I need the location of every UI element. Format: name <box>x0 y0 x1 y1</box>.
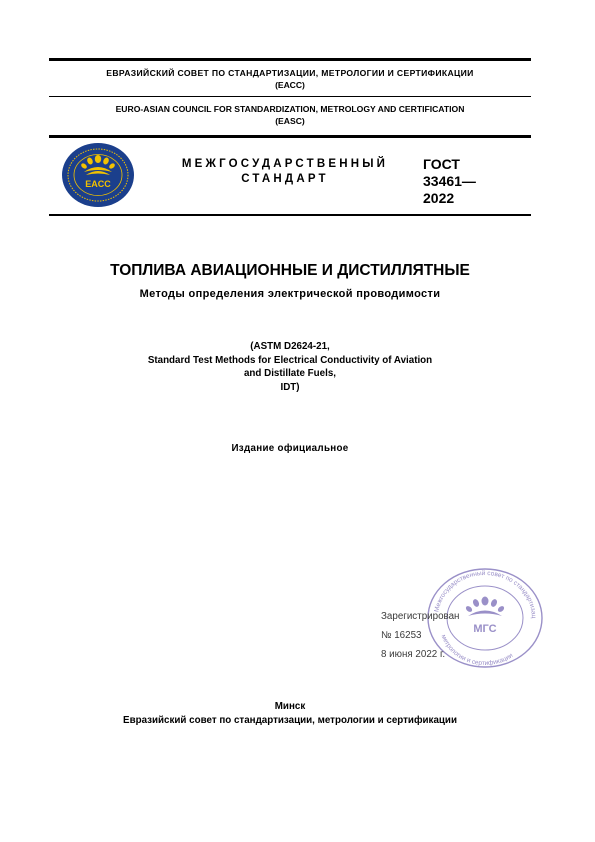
astm-line1: (ASTM D2624-21, <box>250 341 330 352</box>
document-title: ТОПЛИВА АВИАЦИОННЫЕ И ДИСТИЛЛЯТНЫЕ <box>110 262 470 279</box>
council-abbr-en: (EASC) <box>275 116 305 126</box>
publisher-name: Евразийский совет по стандартизации, метрологии и сертификации <box>123 715 457 726</box>
gost-label: ГОСТ <box>423 156 460 172</box>
registration-number: № 16253 <box>381 630 422 641</box>
standard-type-line1: МЕЖГОСУДАРСТВЕННЫЙ <box>181 158 389 170</box>
standard-type <box>165 157 405 187</box>
svg-text:метрологии и сертификации: метрологии и сертификации <box>439 633 515 668</box>
registration-line1: Зарегистрирован <box>381 611 460 622</box>
standard-type-line2: СТАНДАРТ <box>241 173 329 185</box>
astm-reference <box>49 340 531 394</box>
astm-line4: IDT) <box>280 381 300 393</box>
logo-text: EACC <box>85 179 111 189</box>
gost-number: 33461— <box>423 173 476 189</box>
council-name-ru: ЕВРАЗИЙСКИЙ СОВЕТ ПО СТАНДАРТИЗАЦИИ, МЕТРОЛОГИИ И СЕРТИФИКАЦИИ <box>106 68 474 78</box>
council-abbr-ru: (ЕАСС) <box>275 80 305 90</box>
registration-date: 8 июня 2022 г. <box>381 649 446 660</box>
standard-divider <box>49 214 531 216</box>
gost-designation <box>423 156 503 207</box>
publication-city: Минск <box>274 701 306 712</box>
svg-text:Межгосударственный совет по ст: Межгосударственный совет по стандартизац <box>433 569 538 619</box>
astm-line3: and Distillate Fuels, <box>243 368 336 379</box>
top-rule <box>49 58 531 61</box>
easc-emblem-icon <box>61 142 135 208</box>
gost-year: 2022 <box>423 190 455 206</box>
stamp-center-text: МГС <box>473 623 497 635</box>
document-subtitle: Методы определения электрической проводимости <box>139 288 441 300</box>
header-thick-rule <box>49 135 531 138</box>
edition-note: Издание официальное <box>231 443 349 454</box>
astm-line2: Standard Test Methods for Electrical Conductivity of Aviation <box>147 354 433 366</box>
council-name-en: EURO-ASIAN COUNCIL FOR STANDARDIZATION, METROLOGY AND CERTIFICATION <box>115 104 465 114</box>
header-divider <box>49 96 531 97</box>
